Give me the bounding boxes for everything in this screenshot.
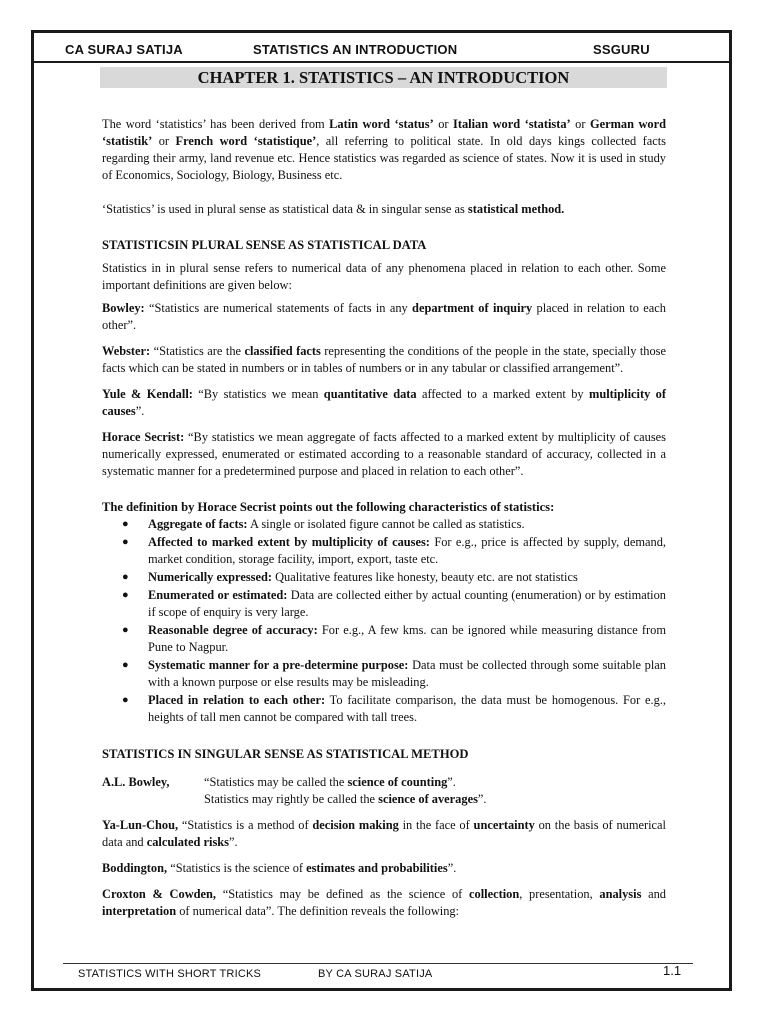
intro-paragraph-senses: ‘Statistics’ is used in plural sense as statistical data & in singular sense as statistical method.	[102, 202, 565, 216]
definition-al-bowley	[102, 774, 666, 808]
bullet-icon: ●	[122, 659, 129, 671]
characteristics-heading: The definition by Horace Secrist points out the following characteristics of statistics:	[102, 500, 555, 514]
definition-boddington: Boddington, “Statistics is the science of estimates and probabilities”.	[102, 861, 457, 875]
characteristic-item	[102, 622, 666, 656]
characteristic-text: A single or isolated figure cannot be called as statistics.	[247, 517, 525, 531]
characteristic-item	[102, 534, 666, 568]
definition-horace-secrist: Horace Secrist: “By statistics we mean aggregate of facts affected to a marked extent by multiplicity of causes numerically expressed, enumerated or estimated according to a reasonable standard of accuracy, collected in a systematic manner for a predetermined purpose and placed in relation to each other”.	[102, 430, 666, 478]
characteristic-item	[102, 657, 666, 691]
definition-bowley: Bowley: “Statistics are numerical statements of facts in any department of inquiry placed in relation to each other”.	[102, 301, 666, 332]
characteristic-item	[102, 516, 666, 533]
characteristic-item	[102, 587, 666, 621]
page-number: 1.1	[663, 963, 682, 978]
characteristic-text: To facilitate comparison, the data must be homogenous. For e.g., heights of tall men cannot be compared with tall trees.	[148, 693, 666, 724]
characteristic-text: For e.g., A few kms. can be ignored while measuring distance from Pune to Nagpur.	[148, 623, 666, 654]
definition-croxton-cowden: Croxton & Cowden, “Statistics may be defined as the science of collection, presentation, analysis and interpretation of numerical data”. The definition reveals the following:	[102, 887, 666, 918]
bullet-icon: ●	[122, 589, 129, 601]
al-bowley-line-2: Statistics may rightly be called the science of averages”.	[204, 792, 487, 806]
plural-intro: Statistics in in plural sense refers to numerical data of any phenomena placed in relation to each other. Some important definitions are given below:	[102, 261, 666, 292]
characteristic-term: Systematic manner for a pre-determine purpose:	[148, 658, 409, 672]
bullet-icon: ●	[122, 518, 129, 530]
page-content	[102, 116, 666, 920]
header-author: CA SURAJ SATIJA	[65, 42, 183, 57]
characteristic-term: Reasonable degree of accuracy:	[148, 623, 318, 637]
characteristic-text: For e.g., price is affected by supply, demand, market condition, storage facility, import, export, taste etc.	[148, 535, 666, 566]
characteristics-list	[102, 516, 666, 726]
characteristic-text: Qualitative features like honesty, beauty etc. are not statistics	[272, 570, 578, 584]
section-heading-singular: STATISTICS IN SINGULAR SENSE AS STATISTICAL METHOD	[102, 747, 469, 761]
chapter-title: CHAPTER 1. STATISTICS – AN INTRODUCTION	[100, 67, 667, 88]
bullet-icon: ●	[122, 536, 129, 548]
characteristic-text: Data must be collected through some suitable plan with a known purpose or else results may be misleading.	[148, 658, 666, 689]
al-bowley-name: A.L. Bowley,	[102, 775, 170, 789]
characteristic-term: Numerically expressed:	[148, 570, 272, 584]
header-divider	[34, 61, 729, 63]
bullet-icon: ●	[122, 624, 129, 636]
header-brand: SSGURU	[593, 42, 650, 57]
footer-divider	[63, 963, 693, 964]
bullet-icon: ●	[122, 694, 129, 706]
characteristic-text: Data are collected either by actual counting (enumeration) or by estimation if scope of enquiry is very large.	[148, 588, 666, 619]
characteristic-term: Affected to marked extent by multiplicity of causes:	[148, 535, 430, 549]
intro-paragraph-origin: The word ‘statistics’ has been derived from Latin word ‘status’ or Italian word ‘statista’ or German word ‘statistik’ or French word ‘statistique’, all referring to political state. In old days kings collected facts regarding their army, land revenue etc. Hence statistics was regarded as science of states. Now it is used in study of Economics, Sociology, Biology, Business etc.	[102, 117, 666, 182]
header-title: STATISTICS AN INTRODUCTION	[253, 42, 458, 57]
definition-ya-lun-chou: Ya-Lun-Chou, “Statistics is a method of decision making in the face of uncertainty on the basis of numerical data and calculated risks”.	[102, 818, 666, 849]
plural-definitions	[102, 300, 666, 480]
definition-yule-kendall: Yule & Kendall: “By statistics we mean quantitative data affected to a marked extent by multiplicity of causes”.	[102, 387, 666, 418]
characteristic-term: Placed in relation to each other:	[148, 693, 326, 707]
characteristic-item	[102, 569, 666, 586]
footer-book-title: STATISTICS WITH SHORT TRICKS	[78, 968, 262, 980]
al-bowley-line-1: “Statistics may be called the science of counting”.	[204, 775, 456, 789]
definition-webster: Webster: “Statistics are the classified facts representing the conditions of the people in the state, specially those facts which can be stated in numbers or in tables of numbers or in any tabular or classified arrangement”.	[102, 344, 666, 375]
characteristic-item	[102, 692, 666, 726]
footer-author: BY CA SURAJ SATIJA	[318, 968, 433, 980]
section-heading-plural: STATISTICSIN PLURAL SENSE AS STATISTICAL DATA	[102, 238, 427, 252]
characteristic-term: Enumerated or estimated:	[148, 588, 288, 602]
characteristic-term: Aggregate of facts:	[148, 517, 248, 531]
bullet-icon: ●	[122, 571, 129, 583]
